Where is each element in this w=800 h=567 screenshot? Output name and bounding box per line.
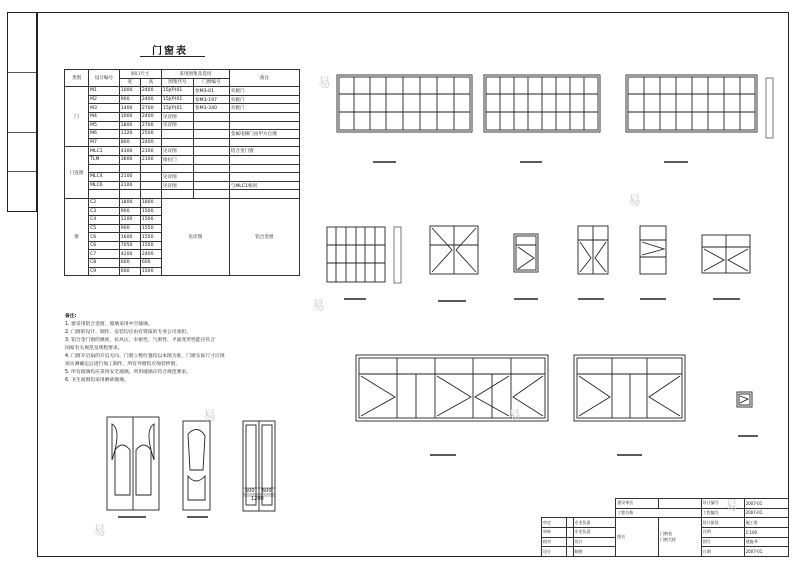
table-cell: 1400: [119, 104, 140, 113]
large-window-elevation-2: [574, 355, 685, 421]
table-cell: 推拉门: [161, 155, 193, 164]
col-header-remarks: 备注: [229, 70, 299, 87]
tb-construction-unit-label: 建设单位: [616, 499, 659, 509]
table-cell: 2100: [140, 147, 161, 156]
table-cell: 1120: [119, 130, 140, 139]
table-cell: 1550: [140, 233, 161, 242]
table-cell: M6: [89, 130, 120, 139]
small-window-c8: [737, 392, 752, 407]
tb-value-0: 2007-01: [744, 508, 788, 518]
window-elevation-1: [337, 75, 472, 132]
col-header-atlas: 采用图集及选用: [161, 70, 229, 79]
table-cell: M2: [89, 95, 120, 104]
tb-drawing-name-1: 门窗表: [660, 531, 673, 537]
table-cell: 4300: [119, 147, 140, 156]
table-cell: C2: [89, 198, 120, 207]
col-header-category: 类别: [65, 70, 89, 87]
table-cell: 15J(P)01: [161, 87, 193, 96]
table-cell: 1800: [119, 198, 140, 207]
table-cell: 1800: [119, 121, 140, 130]
drawing-title: 门窗表: [152, 46, 188, 57]
window-elevation-5: [430, 226, 478, 274]
tb-design-no-value: 2007-01: [744, 499, 788, 509]
table-cell: 600: [140, 259, 161, 268]
table-cell: 2500: [140, 130, 161, 139]
table-cell: 夹板门: [229, 95, 299, 104]
subheader-width: 宽: [119, 78, 140, 87]
tb-drawing-label: 图名: [616, 518, 659, 557]
table-cell: 15J(P)01: [161, 95, 193, 104]
watermark: 易: [93, 524, 107, 539]
window-elevation-3: [626, 75, 757, 132]
table-cell: 参M3-197: [194, 95, 230, 104]
watermark: 易: [312, 299, 326, 314]
table-cell: C6: [89, 233, 120, 242]
col-header-code: 设计编号: [89, 70, 120, 87]
table-cell: 2400: [140, 87, 161, 96]
table-cell: MLC6: [89, 181, 120, 190]
table-cell: 见详图: [161, 112, 193, 121]
tb-value-4: 2007-01: [744, 547, 788, 557]
table-cell: MLC4: [89, 173, 120, 182]
table-cell: 铝合金门窗: [229, 147, 299, 156]
window-elevation-2: [484, 75, 600, 132]
table-cell: 900: [119, 224, 140, 233]
table-cell: 2100: [119, 181, 140, 190]
tb-value-3: 建施-9: [744, 537, 788, 547]
note-line: 6. 卫生间窗均采用磨砂玻璃。: [65, 378, 129, 383]
table-cell: 600: [119, 267, 140, 276]
table-cell: 1600: [119, 233, 140, 242]
table-cell: M3: [89, 104, 120, 113]
table-cell: 1500: [140, 216, 161, 225]
note-line: 国家有关规范及规程要求。: [65, 346, 123, 351]
watermark: 易: [725, 499, 739, 514]
table-cell: 1000: [119, 87, 140, 96]
title-block: [541, 498, 789, 557]
table-cell: 1000: [119, 112, 140, 121]
category-cell: 门: [65, 87, 89, 147]
window-note-cell: 见详图: [161, 198, 229, 275]
table-cell: 见详图: [161, 173, 193, 182]
note-line: 5. 所有玻璃均应采用安全玻璃，所用玻璃应符合规范要求。: [65, 370, 192, 375]
table-cell: 2400: [140, 95, 161, 104]
table-cell: TLM: [89, 155, 120, 164]
table-cell: 3600: [119, 155, 140, 164]
note-line: 4. 门窗开启扇的开启方向、门窗立樘位置均以本图为准，门窗实际尺寸应现: [65, 354, 225, 359]
table-cell: 1550: [140, 241, 161, 250]
tb-construction-unit-value: [659, 499, 702, 509]
tb-left-2: 校对: [542, 537, 567, 547]
col-header-opening-size: 洞口尺寸: [119, 70, 161, 79]
tb-mid-2: 设计: [573, 537, 616, 547]
table-cell: 金属电梯门由甲方自理: [229, 130, 299, 139]
table-cell: 2400: [140, 112, 161, 121]
watermark: 易: [508, 409, 522, 424]
table-cell: C3: [89, 207, 120, 216]
tb-mid-0: 专业负责: [573, 518, 616, 528]
table-cell: 1500: [140, 207, 161, 216]
table-cell: 2400: [140, 250, 161, 259]
tb-drawing-name-2: 门窗大样: [660, 537, 677, 543]
table-cell: 夹板门: [229, 87, 299, 96]
table-cell: 2700: [140, 104, 161, 113]
watermark: 易: [628, 194, 642, 209]
tb-left-1: 审核: [542, 527, 567, 537]
door-elevation-single: [183, 421, 210, 510]
table-cell: 2100: [140, 155, 161, 164]
table-cell: 800: [119, 138, 140, 147]
table-cell: C5: [89, 224, 120, 233]
dimension-600-right: 600: [262, 488, 272, 494]
table-cell: 2700: [140, 121, 161, 130]
window-elevation-9: [702, 235, 750, 273]
watermark: 易: [318, 76, 332, 91]
table-cell: 15J(P)01: [161, 104, 193, 113]
table-cell: 夹板门: [229, 104, 299, 113]
note-line: 3. 铝合金门窗的强度、抗风压、水密性、气密性、平面变形性能应符合: [65, 338, 216, 343]
table-cell: M7: [89, 138, 120, 147]
tb-mid-1: 专业负责: [573, 527, 616, 537]
table-cell: C4: [89, 216, 120, 225]
table-cell: 4200: [119, 250, 140, 259]
table-cell: 参M3-340: [194, 104, 230, 113]
tb-value-2: 1:100: [744, 527, 788, 537]
table-cell: 与MLC1相同: [229, 181, 299, 190]
table-cell: 1800: [140, 198, 161, 207]
table-cell: M1: [89, 87, 120, 96]
table-cell: 见详图: [161, 121, 193, 130]
table-cell: 见详图: [161, 147, 193, 156]
table-cell: C7: [89, 250, 120, 259]
table-cell: 7050: [119, 241, 140, 250]
window-note-cell: 铝合金窗: [229, 198, 299, 275]
tb-label-4: 日期: [701, 547, 744, 557]
subheader-item-code: 门窗编号: [194, 78, 230, 87]
table-cell: 1550: [140, 224, 161, 233]
table-cell: 2100: [119, 173, 140, 182]
note-line: 场实测确定后进行加工制作，所有外窗均应加装纱窗。: [65, 362, 181, 367]
door-elevation-arched: [107, 417, 159, 510]
table-cell: C8: [89, 259, 120, 268]
tb-label-0: 工程编号: [701, 508, 744, 518]
window-elevation-7: [578, 226, 608, 274]
tb-project-name-label: 工程名称: [616, 508, 702, 518]
tb-left-0: 审定: [542, 518, 567, 528]
table-cell: M4: [89, 112, 120, 121]
table-cell: 900: [119, 95, 140, 104]
tb-design-no-label: 设计编号: [701, 499, 744, 509]
notes-heading: 备注:: [65, 314, 77, 319]
dimension-total: 1200: [251, 496, 264, 502]
tb-label-1: 设计阶段: [701, 518, 744, 528]
large-window-elevation-1: [356, 355, 548, 421]
table-cell: M5: [89, 121, 120, 130]
window-elevation-8: [640, 226, 666, 274]
table-cell: 见详图: [161, 181, 193, 190]
category-cell: 窗: [65, 198, 89, 275]
tb-label-3: 图号: [701, 537, 744, 547]
tb-label-2: 比例: [701, 527, 744, 537]
table-cell: 参M3-01: [194, 87, 230, 96]
category-cell: 门连窗: [65, 147, 89, 199]
table-cell: 600: [119, 259, 140, 268]
window-elevation-6: [514, 234, 538, 272]
table-cell: C6: [89, 241, 120, 250]
table-cell: MLC1: [89, 147, 120, 156]
watermark: 易: [203, 409, 217, 424]
table-cell: 1500: [140, 267, 161, 276]
table-cell: 900: [119, 207, 140, 216]
note-line: 2. 门窗的设计、制作、安装均应由有资质的专业公司承担。: [65, 330, 192, 335]
table-cell: C9: [89, 267, 120, 276]
table-cell: 1200: [119, 216, 140, 225]
tb-value-1: 施工图: [744, 518, 788, 528]
note-line: 1. 窗采用铝合金窗，玻璃采用中空玻璃。: [65, 322, 153, 327]
window-elevation-4: [327, 227, 385, 282]
dimension-600-left: 600: [245, 488, 255, 494]
subheader-atlas-code: 图集代号: [161, 78, 193, 87]
table-cell: 2400: [140, 138, 161, 147]
subheader-height: 高: [140, 78, 161, 87]
tb-mid-3: 制图: [573, 547, 616, 557]
tb-left-3: 设计: [542, 547, 567, 557]
